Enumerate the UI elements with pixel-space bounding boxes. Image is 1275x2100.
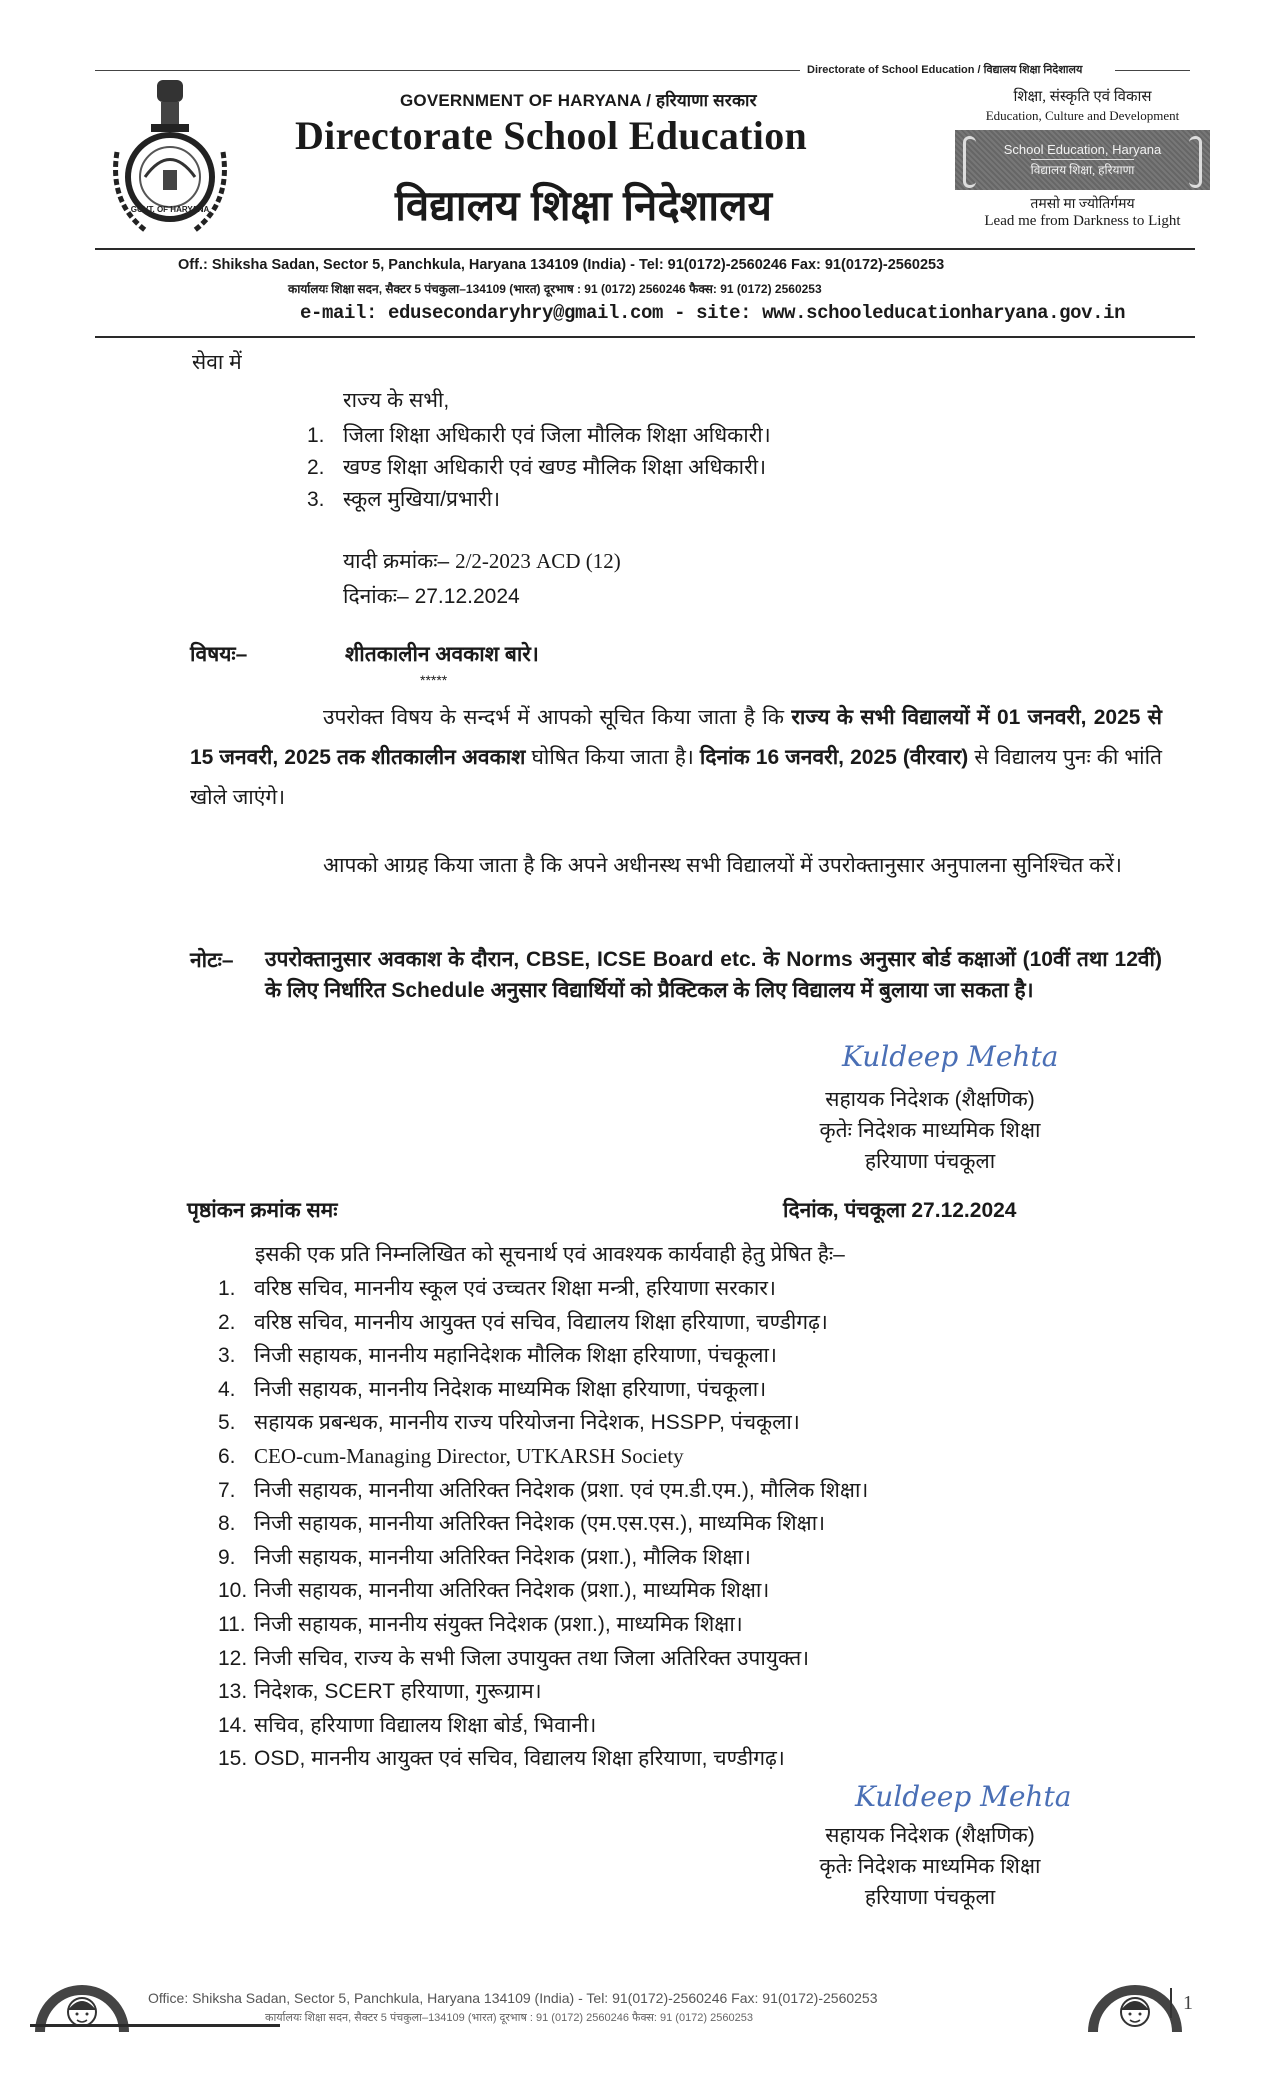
list-item: 6. CEO-cum-Managing Director, UTKARSH Society <box>218 1443 684 1468</box>
title-english: Directorate School Education <box>295 113 808 158</box>
contact-line: e-mail: edusecondaryhry@gmail.com - site: www.schooleducationharyana.gov.in <box>300 302 1126 324</box>
tagline-english: Lead me from Darkness to Light <box>984 213 1181 229</box>
tagline-hindi: तमसो मा ज्योतिर्गमय <box>1030 197 1135 212</box>
signatory-title: सहायक निदेशक (शैक्षणिक) <box>825 1824 1035 1847</box>
signature: Kuldeep Mehta <box>855 1780 1072 1813</box>
signature: Kuldeep Mehta <box>842 1040 1059 1073</box>
beti-bachao-mascot-icon <box>32 1972 132 2032</box>
footer-address-english: Office: Shiksha Sadan, Sector 5, Panchkula, Haryana 134109 (India) - Tel: 91(0172)-2560246 Fax: 91(0172)-2560253 <box>148 1990 878 2006</box>
list-item: 11. निजी सहायक, माननीय संयुक्त निदेशक (प्रशा.), माध्यमिक शिक्षा। <box>218 1612 743 1636</box>
divider <box>1115 70 1190 71</box>
list-item: 12. निजी सचिव, राज्य के सभी जिला उपायुक्त तथा जिला अतिरिक्त उपायुक्त। <box>218 1646 810 1670</box>
list-item: 10. निजी सहायक, माननीया अतिरिक्त निदेशक (प्रशा.), माध्यमिक शिक्षा। <box>218 1579 770 1603</box>
page-number: 1 <box>1183 1992 1193 2014</box>
school-education-banner <box>955 130 1210 190</box>
motto-box <box>955 86 1210 230</box>
signatory-office: कृतेः निदेशक माध्यमिक शिक्षा <box>819 1855 1041 1878</box>
body-paragraph-1: उपरोक्त विषय के सन्दर्भ में आपको सूचित किया जाता है कि राज्य के सभी विद्यालयों में 01 जनवरी, 2025 से 15 जनवरी, 2025 तक शीतकालीन अवकाश घोषित किया जाता है। दिनांक 16 जनवरी, 2025 (वीरवार) से विद्यालय पुनः की भांति खोले जाएंगे। <box>190 706 1163 809</box>
list-item: 2. खण्ड शिक्षा अधिकारी एवं खण्ड मौलिक शिक्षा अधिकारी। <box>307 456 767 479</box>
copy-to-list <box>218 1272 868 1776</box>
body-paragraph-2: आपको आग्रह किया जाता है कि अपने अधीनस्थ सभी विद्यालयों में उपरोक्तानुसार अनुपालना सुनिश्चित करें। <box>323 854 1122 877</box>
letter-date: दिनांकः– 27.12.2024 <box>343 585 520 608</box>
note-label: नोटः– <box>190 949 234 972</box>
list-item: 13. निदेशक, SCERT हरियाणा, गुरूग्राम। <box>218 1680 542 1704</box>
divider <box>1170 1988 1172 2018</box>
signatory-block <box>765 1084 1095 1177</box>
separator-stars: ***** <box>420 672 448 688</box>
list-item: 5. सहायक प्रबन्धक, माननीय राज्य परियोजना निदेशक, HSSPP, पंचकूला। <box>218 1411 800 1435</box>
top-strip-label: Directorate of School Education / विद्यालय शिक्षा निदेशालय <box>807 64 1083 76</box>
list-item: 1. जिला शिक्षा अधिकारी एवं जिला मौलिक शिक्षा अधिकारी। <box>307 424 771 447</box>
title-hindi: विद्यालय शिक्षा निदेशालय <box>395 182 772 229</box>
list-item: 2. वरिष्ठ सचिव, माननीय आयुक्त एवं सचिव, विद्यालय शिक्षा हरियाणा, चण्डीगढ़। <box>218 1310 828 1334</box>
endorsement-date: दिनांक, पंचकूला 27.12.2024 <box>783 1199 1017 1222</box>
list-item: 9. निजी सहायक, माननीया अतिरिक्त निदेशक (प्रशा.), मौलिक शिक्षा। <box>218 1545 751 1569</box>
motto-hindi: शिक्षा, संस्कृति एवं विकास <box>1013 89 1152 105</box>
note-text: उपरोक्तानुसार अवकाश के दौरान, CBSE, ICSE Board etc. के Norms अनुसार बोर्ड कक्षाओं (10वीं तथा 12वीं) के लिए निर्धारित Schedule अनुसार विद्यार्थियों को प्रैक्टिकल के लिए विद्यालय में बुलाया जा सकता है। <box>265 948 1162 1002</box>
recipients-intro: राज्य के सभी, <box>343 389 450 412</box>
address-hindi: कार्यालयः शिक्षा सदन, सैक्टर 5 पंचकुला–134109 (भारत) दूरभाष : 91 (0172) 2560246 फैक्स: 91 (0172) 2560253 <box>288 282 822 296</box>
footer-divider <box>30 2024 280 2027</box>
address-english: Off.: Shiksha Sadan, Sector 5, Panchkula, Haryana 134109 (India) - Tel: 91(0172)-2560246 Fax: 91(0172)-2560253 <box>178 257 945 273</box>
government-line: GOVERNMENT OF HARYANA / हरियाणा सरकार <box>400 91 757 110</box>
salutation: सेवा में <box>192 351 242 374</box>
list-item: 15. OSD, माननीय आयुक्त एवं सचिव, विद्यालय शिक्षा हरियाणा, चण्डीगढ़। <box>218 1747 785 1771</box>
list-item: 8. निजी सहायक, माननीया अतिरिक्त निदेशक (एम.एस.एस.), माध्यमिक शिक्षा। <box>218 1512 826 1536</box>
endorsement-label: पृष्ठांकन क्रमांक समः <box>187 1199 338 1222</box>
signatory-location: हरियाणा पंचकूला <box>864 1150 996 1173</box>
list-item: 3. स्कूल मुखिया/प्रभारी। <box>307 488 501 511</box>
divider <box>95 70 800 71</box>
subject-label: विषयः– <box>190 643 248 666</box>
signatory-title: सहायक निदेशक (शैक्षणिक) <box>825 1088 1035 1111</box>
header-divider <box>95 336 1195 338</box>
scroll-ornament-icon <box>1189 136 1202 188</box>
motto-english: Education, Culture and Development <box>985 108 1180 123</box>
haryana-emblem-icon <box>105 72 235 242</box>
banner-english: School Education, Haryana <box>1003 142 1162 157</box>
signatory-location: हरियाणा पंचकूला <box>864 1886 996 1909</box>
signatory-office: कृतेः निदेशक माध्यमिक शिक्षा <box>819 1119 1041 1142</box>
scroll-ornament-icon <box>963 136 976 188</box>
list-item: 1. वरिष्ठ सचिव, माननीय स्कूल एवं उच्चतर शिक्षा मन्त्री, हरियाणा सरकार। <box>218 1277 776 1300</box>
list-item: 3. निजी सहायक, माननीय महानिदेशक मौलिक शिक्षा हरियाणा, पंचकूला। <box>218 1344 777 1368</box>
list-item: 4. निजी सहायक, माननीय निदेशक माध्यमिक शिक्षा हरियाणा, पंचकूला। <box>218 1377 767 1401</box>
svg-text:GOVT. OF HARYANA: GOVT. OF HARYANA <box>130 205 210 214</box>
footer-address-hindi: कार्यालयः शिक्षा सदन, सैक्टर 5 पंचकुला–134109 (भारत) दूरभाष : 91 (0172) 2560246 फैक्स: 91 (0172) 2560253 <box>265 2012 753 2024</box>
list-item: 7. निजी सहायक, माननीया अतिरिक्त निदेशक (प्रशा. एवं एम.डी.एम.), मौलिक शिक्षा। <box>218 1478 869 1502</box>
list-item: 14. सचिव, हरियाणा विद्यालय शिक्षा बोर्ड, भिवानी। <box>218 1713 597 1737</box>
subject: शीतकालीन अवकाश बारे। <box>345 643 539 666</box>
memo-number: यादी क्रमांकः– 2/2-2023 ACD (12) <box>343 549 621 573</box>
header-divider <box>95 248 1195 250</box>
endorsement-intro: इसकी एक प्रति निम्नलिखित को सूचनार्थ एवं आवश्यक कार्यवाही हेतु प्रेषित हैः– <box>255 1243 845 1266</box>
banner-hindi: विद्यालय शिक्षा, हरियाणा <box>1031 159 1135 178</box>
signatory-block <box>765 1820 1095 1913</box>
recipients-list <box>307 420 771 516</box>
